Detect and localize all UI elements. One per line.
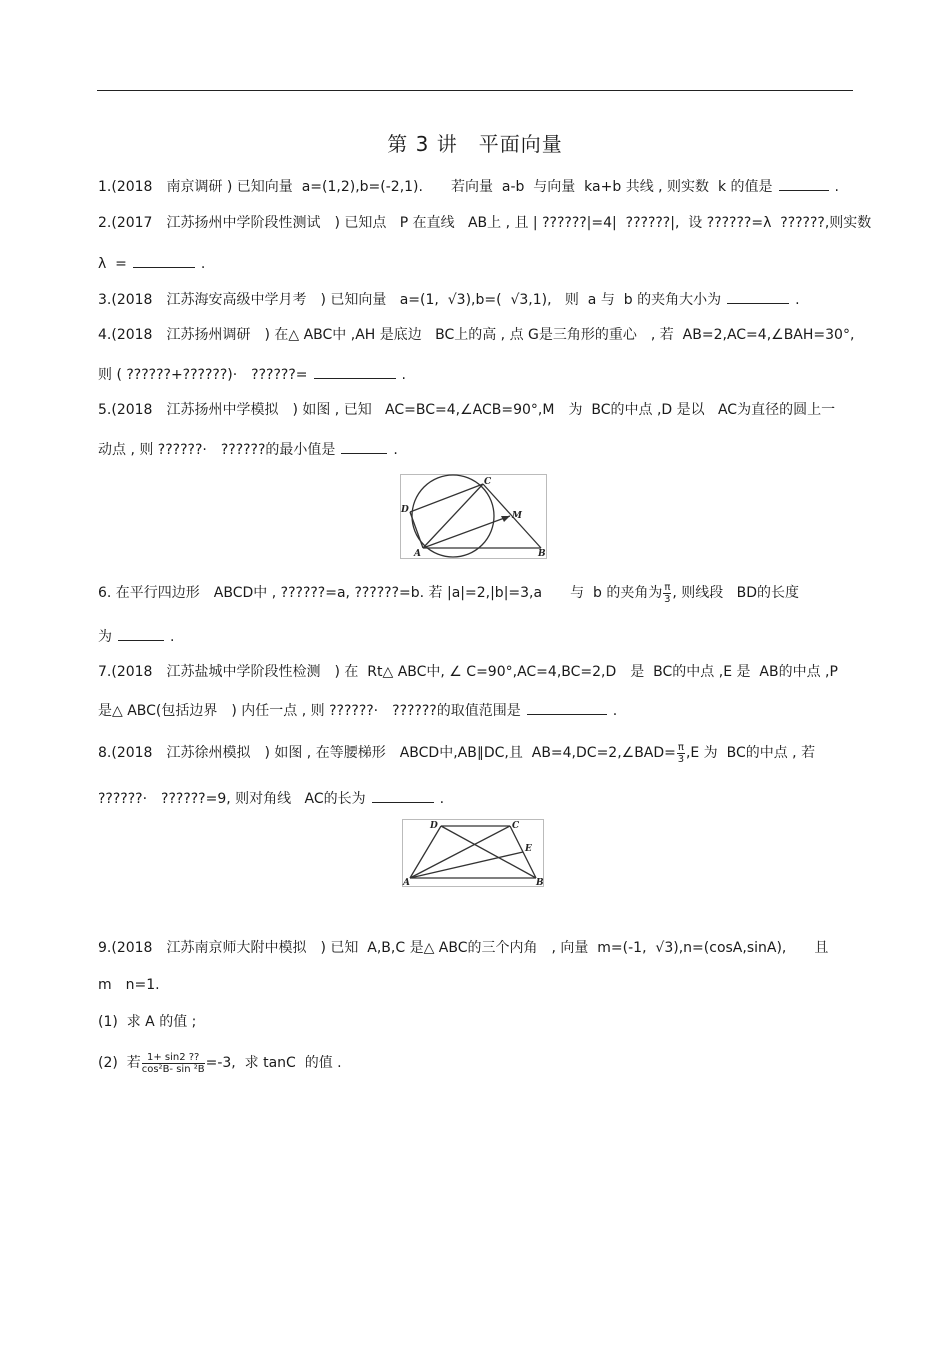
figure-label: D <box>401 505 409 515</box>
fraction <box>142 1052 205 1075</box>
question-8-text-end: ,E 为 BC的中点 , 若 <box>685 745 816 761</box>
answer-blank[interactable] <box>779 176 829 191</box>
question-6-text: 为 <box>98 629 112 645</box>
answer-blank[interactable] <box>372 788 434 803</box>
period: . <box>200 256 206 272</box>
question-4-line-1: 4.(2018 江苏扬州调研 ) 在△ ABC中 ,AH 是底边 BC上的高 , 点 G是三角形的重心 , 若 AB=2,AC=4,∠BAH=30°, <box>98 327 855 343</box>
answer-blank[interactable] <box>727 289 789 304</box>
figure-label: E <box>525 844 532 854</box>
figure-label: A <box>414 549 421 559</box>
period: . <box>834 179 839 195</box>
question-6-line-1 <box>98 580 799 606</box>
fraction-denominator: 3 <box>664 593 671 605</box>
figure-label: A <box>403 878 410 887</box>
question-9-part-1: (1) 求 A 的值 ; <box>98 1014 197 1030</box>
question-8-line-2 <box>98 788 444 808</box>
question-2-line-2 <box>98 253 205 273</box>
question-1 <box>98 176 839 196</box>
question-4-text: 则 ( ??????+??????)· ??????= <box>98 367 308 383</box>
answer-blank[interactable] <box>341 439 387 454</box>
period: . <box>612 703 618 719</box>
question-7-line-1: 7.(2018 江苏盐城中学阶段性检测 ) 在 Rt△ ABC中, ∠ C=90°,AC=4,BC=2,D 是 BC的中点 ,E 是 AB的中点 ,P <box>98 664 838 680</box>
question-9-part-2-end: =-3, 求 tanC 的值 . <box>205 1055 342 1071</box>
figure-label: D <box>430 821 438 831</box>
question-7-line-2 <box>98 700 617 720</box>
answer-blank[interactable] <box>314 364 396 379</box>
question-6-text: 6. 在平行四边形 ABCD中 , ??????=a, ??????=b. 若 |a|=2,|b|=3,a 与 b 的夹角为 <box>98 585 663 601</box>
answer-blank[interactable] <box>118 626 164 641</box>
question-3 <box>98 289 800 309</box>
figure-label: B <box>538 549 546 559</box>
question-6-text-end: , 则线段 BD的长度 <box>672 585 799 601</box>
question-9-line-1: 9.(2018 江苏南京师大附中模拟 ) 已知 A,B,C 是△ ABC的三个内角 , 向量 m=(-1, √3),n=(cosA,sinA), 且 <box>98 940 829 956</box>
figure-label: M <box>512 511 522 521</box>
period: . <box>439 791 445 807</box>
fraction <box>677 742 685 765</box>
question-9-part-2-text: (2) 若 <box>98 1055 141 1071</box>
question-8-text: ??????· ??????=9, 则对角线 AC的长为 <box>98 791 366 807</box>
period: . <box>401 367 406 383</box>
period: . <box>393 442 398 458</box>
period: . <box>170 629 175 645</box>
fraction-numerator: 1+ sin2 ?? <box>142 1052 205 1064</box>
question-5-line-1: 5.(2018 江苏扬州中学模拟 ) 如图 , 已知 AC=BC=4,∠ACB=90°,M 为 BC的中点 ,D 是以 AC为直径的圆上一 <box>98 402 836 418</box>
period: . <box>795 292 800 308</box>
fraction-numerator: π <box>677 741 684 753</box>
answer-blank[interactable] <box>133 253 195 268</box>
header-rule <box>97 90 853 91</box>
figure-trapezoid <box>402 819 544 887</box>
question-4-line-2 <box>98 364 406 384</box>
question-8-text: 8.(2018 江苏徐州模拟 ) 如图 , 在等腰梯形 ABCD中,AB∥DC,且 AB=4,DC=2,∠BAD= <box>98 745 676 761</box>
question-8-line-1 <box>98 740 815 766</box>
question-9-part-2 <box>98 1048 342 1078</box>
figure-circle-triangle <box>400 474 547 559</box>
question-5-line-2 <box>98 439 398 459</box>
question-3-text: 3.(2018 江苏海安高级中学月考 ) 已知向量 a=(1, √3),b=( √3,1), 则 a 与 b 的夹角大小为 <box>98 292 722 308</box>
fraction-denominator: 3 <box>677 753 685 765</box>
figure-label: B <box>536 878 544 887</box>
answer-blank[interactable] <box>527 700 607 715</box>
fraction <box>663 582 671 605</box>
figure-label: C <box>484 477 492 487</box>
figure-label: C <box>512 821 520 831</box>
fraction-numerator: π <box>664 581 671 593</box>
question-1-text: 1.(2018 南京调研 ) 已知向量 a=(1,2),b=(-2,1). 若向量 a-b 与向量 ka+b 共线 , 则实数 k 的值是 <box>98 179 773 195</box>
question-6-line-2 <box>98 626 174 646</box>
question-2-line-1: 2.(2017 江苏扬州中学阶段性测试 ) 已知点 P 在直线 AB上 , 且 | ??????|=4| ??????|, 设 ??????=λ ??????,则实数 <box>98 215 872 231</box>
page-title: 第 3 讲 平面向量 <box>387 132 563 156</box>
fraction-denominator: cos²B- sin ²B <box>141 1063 205 1075</box>
question-5-text: 动点 , 则 ??????· ??????的最小值是 <box>98 442 336 458</box>
lambda-label: λ = <box>98 256 127 272</box>
question-9-line-2: m n=1. <box>98 977 160 993</box>
question-7-text: 是△ ABC(包括边界 ) 内任一点 , 则 ??????· ??????的取值范围是 <box>98 703 521 719</box>
